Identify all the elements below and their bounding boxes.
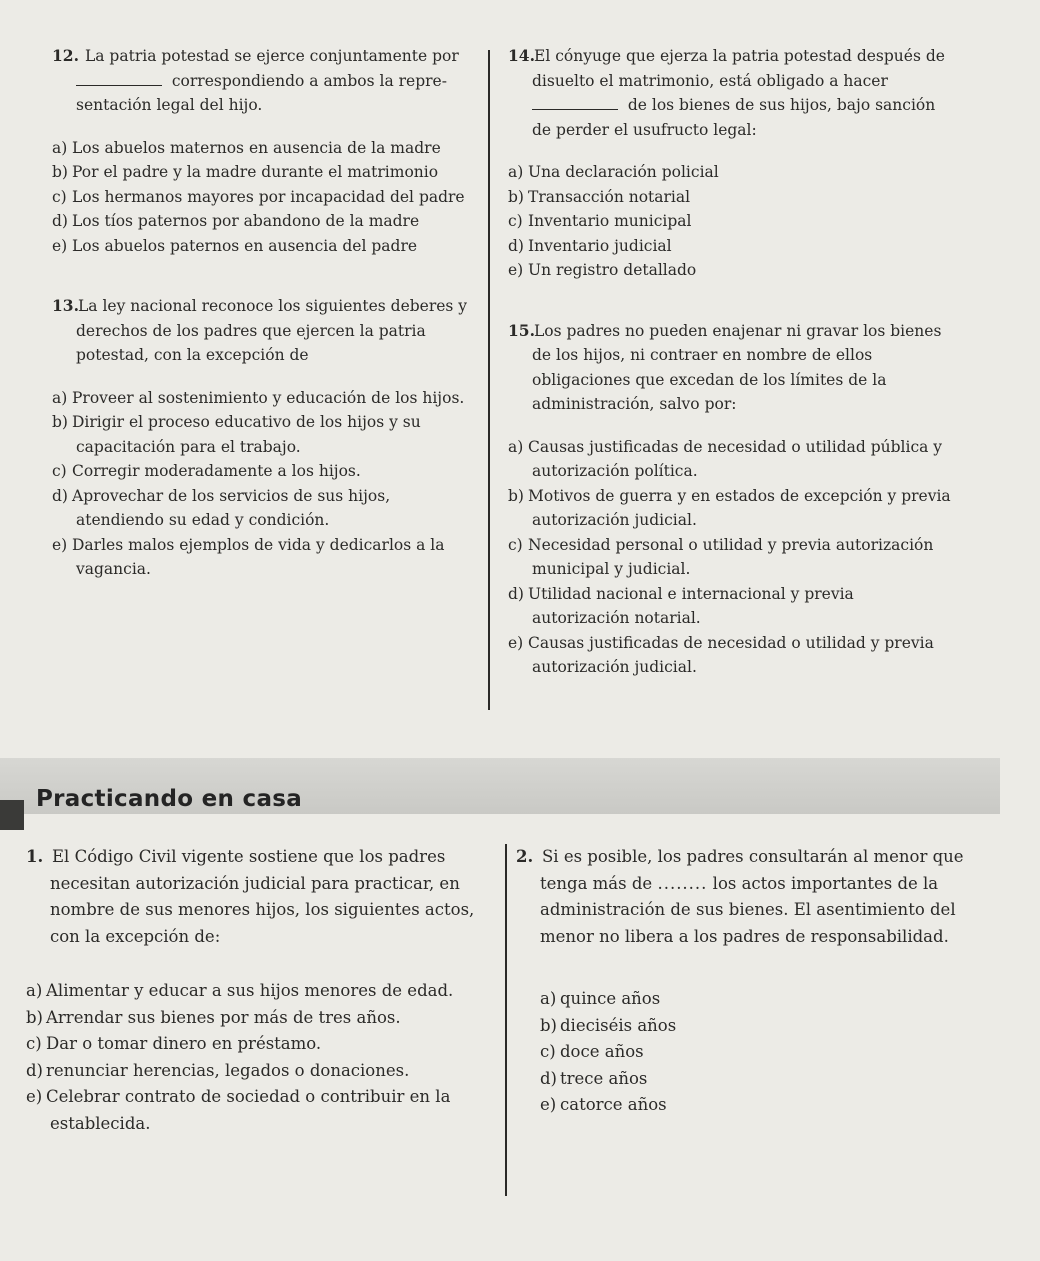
option-c[interactable]: c) Dar o tomar dinero en préstamo.: [26, 1034, 322, 1053]
column-divider-upper: [488, 50, 490, 710]
option-a[interactable]: a) Una declaración policial: [508, 163, 719, 181]
option-a[interactable]: a) Proveer al sostenimiento y educación de los hijos.: [52, 388, 465, 407]
question-number: 12.: [52, 46, 79, 65]
question-number: 1.: [26, 847, 44, 866]
question-1: [26, 844, 494, 1137]
option-e[interactable]: e) Un registro detallado: [508, 261, 697, 279]
column-divider-lower: [505, 844, 507, 1196]
option-d[interactable]: d) Inventario judicial: [508, 236, 672, 255]
option-d[interactable]: d) Los tíos paternos por abandono de la madre: [52, 212, 420, 230]
banner-marker: [0, 800, 24, 830]
option-e[interactable]: e) catorce años: [540, 1095, 667, 1114]
left-column-lower: [26, 844, 494, 1137]
question-stem: Los padres no pueden enajenar ni gravar los bienes de los hijos, ni contraer en nombre de ellos obligaciones que excedan de los límites de la administración, salvo por:: [532, 321, 942, 413]
answer-dots[interactable]: ........: [657, 873, 708, 893]
option-a[interactable]: a) Causas justificadas de necesidad o utilidad pública y autorización política.: [508, 437, 943, 480]
section-title: Practicando en casa: [36, 786, 303, 812]
question-number: 15.: [508, 320, 535, 340]
option-d[interactable]: d) trece años: [540, 1068, 648, 1088]
question-13: [52, 294, 472, 582]
right-column-upper: [508, 44, 953, 680]
option-c[interactable]: c) Los hermanos mayores por incapacidad del padre: [52, 187, 465, 206]
option-d[interactable]: d) renunciar herencias, legados o donaciones.: [26, 1060, 410, 1080]
question-12: [52, 44, 472, 258]
question-stem-line2: de los bienes de sus hijos, bajo sanción de perder el usufructo legal:: [532, 96, 936, 139]
option-b[interactable]: b) Transacción notarial: [508, 187, 691, 206]
question-stem-before: Si es posible, los padres consultarán al menor que tenga más de: [540, 847, 964, 893]
option-a[interactable]: a) Los abuelos maternos en ausencia de la madre: [52, 138, 441, 157]
question-stem-line1: El cónyuge que ejerza la patria potestad después de disuelto el matrimonio, está obligado a hacer: [532, 47, 945, 90]
option-c[interactable]: c) doce años: [540, 1042, 644, 1061]
question-number: 14.: [508, 46, 535, 65]
answer-blank[interactable]: [532, 97, 618, 110]
option-a[interactable]: a) Alimentar y educar a sus hijos menores de edad.: [26, 981, 454, 1000]
question-stem-after: los actos importantes de la administración de sus bienes. El asentimiento del menor no libera a los padres de responsabilidad.: [540, 873, 956, 946]
option-d[interactable]: d) Aprovechar de los servicios de sus hijos, atendiendo su edad y condición.: [52, 486, 391, 529]
question-stem-line1: La patria potestad se ejerce conjuntamente por: [84, 47, 459, 65]
question-2: [516, 844, 976, 1119]
left-column-upper: [52, 44, 472, 582]
option-e[interactable]: e) Celebrar contrato de sociedad o contribuir en la establecida.: [26, 1087, 451, 1133]
option-b[interactable]: b) dieciséis años: [540, 1015, 677, 1035]
option-b[interactable]: b) Motivos de guerra y en estados de excepción y previa autorización judicial.: [508, 486, 951, 529]
option-e[interactable]: e) Darles malos ejemplos de vida y dedicarlos a la vagancia.: [52, 535, 445, 578]
option-d[interactable]: d) Utilidad nacional e internacional y previa autorización notarial.: [508, 584, 854, 627]
question-number: 13.: [52, 296, 79, 315]
option-c[interactable]: c) Corregir moderadamente a los hijos.: [52, 462, 361, 480]
question-number: 2.: [516, 847, 534, 866]
question-15: [508, 319, 953, 680]
option-c[interactable]: c) Necesidad personal o utilidad y previa autorización municipal y judicial.: [508, 535, 934, 578]
question-stem-line2: correspondiendo a ambos la repre-: [171, 71, 447, 90]
question-14: [508, 44, 953, 283]
option-b[interactable]: b) Por el padre y la madre durante el matrimonio: [52, 163, 439, 181]
question-stem: El Código Civil vigente sostiene que los padres necesitan autorización judicial para practicar, en nombre de sus menores hijos, los siguientes actos, con la excepción de:: [50, 847, 475, 946]
option-c[interactable]: c) Inventario municipal: [508, 212, 692, 230]
option-b[interactable]: b) Dirigir el proceso educativo de los hijos y su capacitación para el trabajo.: [52, 413, 421, 456]
question-stem: La ley nacional reconoce los siguientes deberes y derechos de los padres que ejercen la patria potestad, con la excepción de: [76, 297, 468, 364]
option-b[interactable]: b) Arrendar sus bienes por más de tres años.: [26, 1007, 401, 1027]
option-e[interactable]: e) Causas justificadas de necesidad o utilidad y previa autorización judicial.: [508, 633, 934, 676]
question-stem-line3: sentación legal del hijo.: [76, 96, 263, 114]
answer-blank[interactable]: [76, 73, 162, 86]
option-e[interactable]: e) Los abuelos paternos en ausencia del padre: [52, 236, 418, 255]
option-a[interactable]: a) quince años: [540, 989, 661, 1008]
right-column-lower: [516, 844, 976, 1119]
